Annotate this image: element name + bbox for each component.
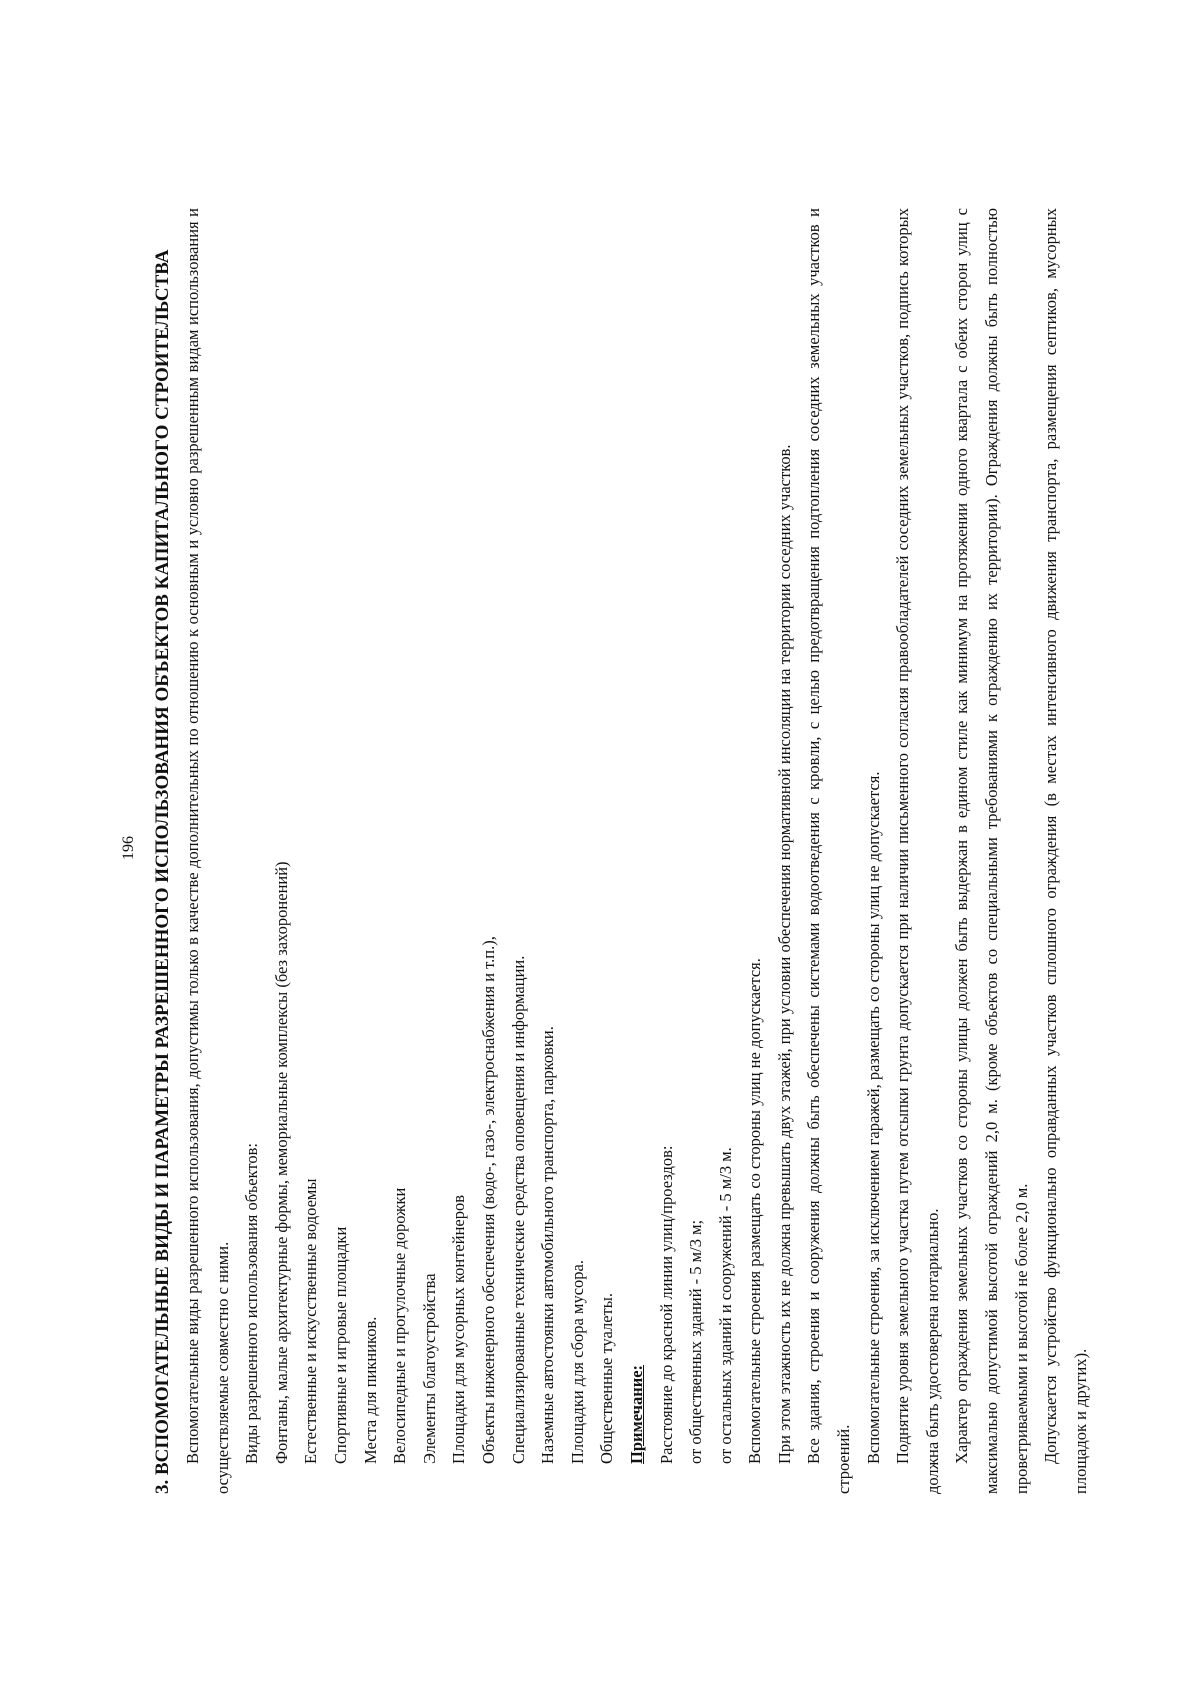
list-item: Площадки для мусорных контейнеров — [449, 1194, 469, 1464]
list-item: Площадки для сбора мусора. — [567, 1260, 587, 1464]
page-number: 196 — [120, 836, 137, 860]
list-item: Общественные туалеты. — [597, 1293, 617, 1464]
note-title: Примечание: — [626, 1364, 646, 1464]
distance-item: от общественных зданий - 5 м/3 м; — [686, 1219, 706, 1464]
body-paragraph: Вспомогательные строения, за исключением гаражей, размещать со стороны улиц не допускается. — [863, 771, 883, 1464]
list-item: Велосипедные и прогулочные дорожки — [390, 1187, 410, 1464]
rotated-document-page — [100, 98, 1100, 1598]
document-body — [148, 208, 1095, 1494]
list-item: Фонтаны, малые архитектурные формы, мемориальные комплексы (без захоронений) — [271, 861, 291, 1464]
list-item: Наземные автостоянки автомобильного транспорта, парковки. — [538, 1026, 558, 1464]
list-item: Элементы благоустройства — [419, 1273, 439, 1464]
body-paragraph: Допускается устройство функционально оправданных участков сплошного ограждения (в местах интенсивного движения транспорта, размещения септиков, мусорных площадок и других). — [1041, 208, 1090, 1494]
list-title: Виды разрешенного использования объектов: — [242, 1142, 262, 1464]
list-item: Объекты инженерного обеспечения (водо-, газо-, электроснабжения и т.п.), — [478, 936, 498, 1464]
body-paragraph: Вспомогательные строения размещать со стороны улиц не допускается. — [745, 958, 765, 1464]
distance-title: Расстояние до красной линии улиц/проездов: — [656, 1145, 676, 1464]
body-paragraph: Характер ограждения земельных участков со стороны улицы должен быть выдержан в едином стиле как минимум на протяжении одного квартала с обеих сторон улиц с максимально допустимой высотой ограждений 2,0 м. (кроме объектов со специальными требованиями к ограждению их территории). Ограждения должны быть полностью проветриваемыми и высотой не более 2,0 м. — [952, 208, 1031, 1494]
body-paragraph: Поднятие уровня земельного участка путем отсыпки грунта допускается при наличии письменного согласия правообладателей соседних земельных участков, подпись которых должна быть удостоверена нотариально. — [893, 208, 942, 1494]
list-item: Спортивные и игровые площадки — [330, 1226, 350, 1464]
distance-item: от остальных зданий и сооружений - 5 м/3 м. — [715, 1147, 735, 1464]
intro-paragraph: Вспомогательные виды разрешенного использования, допустимы только в качестве дополнительных по отношению к основным и условно разрешенным видам использования и осуществляемые совместно с ними. — [183, 208, 232, 1494]
body-paragraph: Все здания, строения и сооружения должны быть обеспечены системами водоотведения с кровли, с целью предотвращения подтопления соседних земельных участков и строений. — [804, 208, 854, 1494]
section-heading: 3. ВСПОМОГАТЕЛЬНЫЕ ВИДЫ И ПАРАМЕТРЫ РАЗРЕШЕННОГО ИСПОЛЬЗОВАНИЯ ОБЪЕКТОВ КАПИТАЛЬНОГО СТРОИТЕЛЬСТВА — [152, 249, 173, 1494]
body-paragraph: При этом этажность их не должна превышать двух этажей, при условии обеспечения нормативной инсоляции на территории соседних участков. — [774, 444, 794, 1464]
list-item: Специализированные технические средства оповещения и информации. — [508, 955, 528, 1464]
list-item: Места для пикников. — [360, 1316, 380, 1464]
list-item: Естественные и искусственные водоемы — [301, 1178, 321, 1464]
